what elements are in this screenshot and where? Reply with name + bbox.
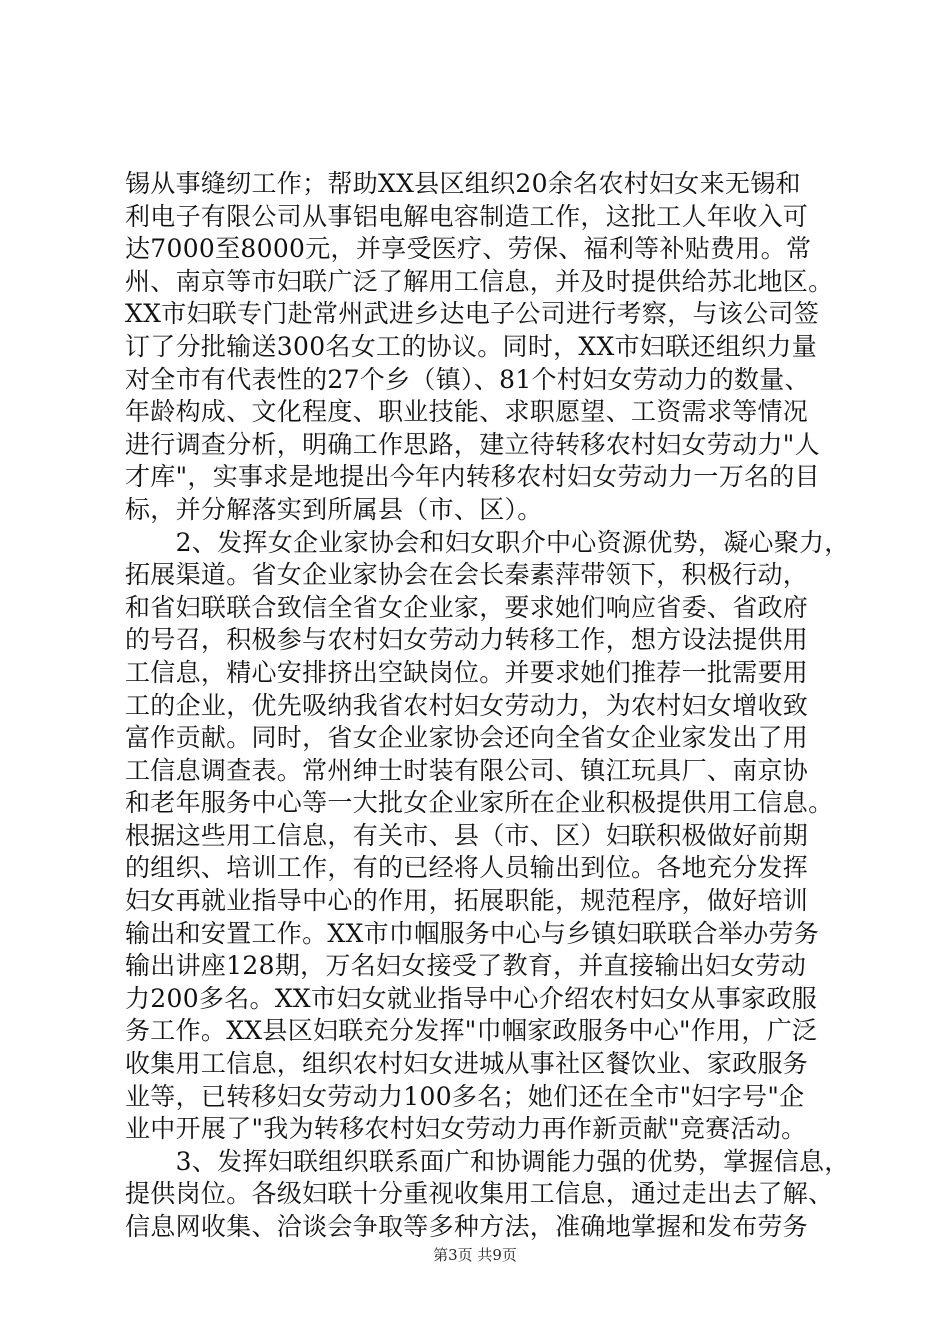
text-line: XX市妇联专门赴常州武进乡达电子公司进行考察，与该公司签 bbox=[125, 299, 819, 329]
text-line: 州、南京等市妇联广泛了解用工信息，并及时提供给苏北地区。 bbox=[125, 266, 834, 296]
page-number-footer: 第3页 共9页 bbox=[433, 1246, 517, 1264]
text-line: 富作贡献。同时，省女企业家协会还向全省女企业家发出了用 bbox=[125, 723, 809, 753]
text-line: 务工作。XX县区妇联充分发挥"巾帼家政服务中心"作用，广泛 bbox=[125, 1016, 818, 1046]
paragraph-start-line: 2、发挥女企业家协会和妇女职介中心资源优势，凝心聚力， bbox=[125, 527, 850, 557]
text-line: 的组织、培训工作，有的已经将人员输出到位。各地充分发挥 bbox=[125, 853, 809, 883]
text-line: 达7000至8000元，并享受医疗、劳保、福利等补贴费用。常 bbox=[125, 234, 812, 264]
text-line: 利电子有限公司从事铝电解电容制造工作，这批工人年收入可 bbox=[125, 201, 809, 231]
paragraph-start-line: 3、发挥妇联组织联系面广和协调能力强的优势，掌握信息， bbox=[125, 1146, 850, 1176]
text-line: 工的企业，优先吸纳我省农村妇女劳动力，为农村妇女增收致 bbox=[125, 690, 809, 720]
text-line: 根据这些用工信息，有关市、县（市、区）妇联积极做好前期 bbox=[125, 820, 809, 850]
text-line: 才库"，实事求是地提出今年内转移农村妇女劳动力一万名的目 bbox=[125, 462, 820, 492]
text-line: 工信息调查表。常州绅士时装有限公司、镇江玩具厂、南京协 bbox=[125, 755, 809, 785]
text-line: 标，并分解落实到所属县（市、区）。 bbox=[125, 494, 543, 524]
text-line: 和老年服务中心等一大批女企业家所在企业积极提供用工信息。 bbox=[125, 788, 834, 818]
text-line: 订了分批输送300名女工的协议。同时，XX市妇联还组织力量 bbox=[125, 331, 818, 361]
document-body bbox=[125, 168, 850, 1244]
text-line: 锡从事缝纫工作；帮助XX县区组织20余名农村妇女来无锡和 bbox=[125, 169, 801, 198]
text-line: 进行调查分析，明确工作思路，建立待转移农村妇女劳动力"人 bbox=[125, 429, 820, 459]
text-line: 年龄构成、文化程度、职业技能、求职愿望、工资需求等情况 bbox=[125, 397, 809, 427]
text-line: 拓展渠道。省女企业家协会在会长秦素萍带领下，积极行动， bbox=[125, 560, 809, 590]
text-line: 业等，已转移妇女劳动力100多名；她们还在全市"妇字号"企 bbox=[125, 1081, 805, 1111]
text-line: 力200多名。XX市妇女就业指导中心介绍农村妇女从事家政服 bbox=[125, 983, 818, 1013]
text-line: 收集用工信息，组织农村妇女进城从事社区餐饮业、家政服务 bbox=[125, 1049, 809, 1079]
text-line: 妇女再就业指导中心的作用，拓展职能，规范程序，做好培训 bbox=[125, 886, 809, 916]
text-line: 对全市有代表性的27个乡（镇）、81个村妇女劳动力的数量、 bbox=[125, 364, 810, 394]
text-line: 提供岗位。各级妇联十分重视收集用工信息，通过走出去了解、 bbox=[125, 1179, 834, 1209]
text-line: 输出和安置工作。XX市巾帼服务中心与乡镇妇联联合举办劳务 bbox=[125, 918, 819, 948]
text-line: 和省妇联联合致信全省女企业家，要求她们响应省委、省政府 bbox=[125, 592, 809, 622]
text-line: 业中开展了"我为转移农村妇女劳动力再作新贡献"竞赛活动。 bbox=[125, 1114, 807, 1144]
text-line: 信息网收集、洽谈会争取等多种方法，准确地掌握和发布劳务 bbox=[125, 1212, 809, 1241]
text-line: 输出讲座128期，万名妇女接受了教育，并直接输出妇女劳动 bbox=[125, 951, 807, 981]
text-line: 的号召，积极参与农村妇女劳动力转移工作，想方设法提供用 bbox=[125, 625, 809, 655]
text-line: 工信息，精心安排挤出空缺岗位。并要求她们推荐一批需要用 bbox=[125, 657, 809, 687]
